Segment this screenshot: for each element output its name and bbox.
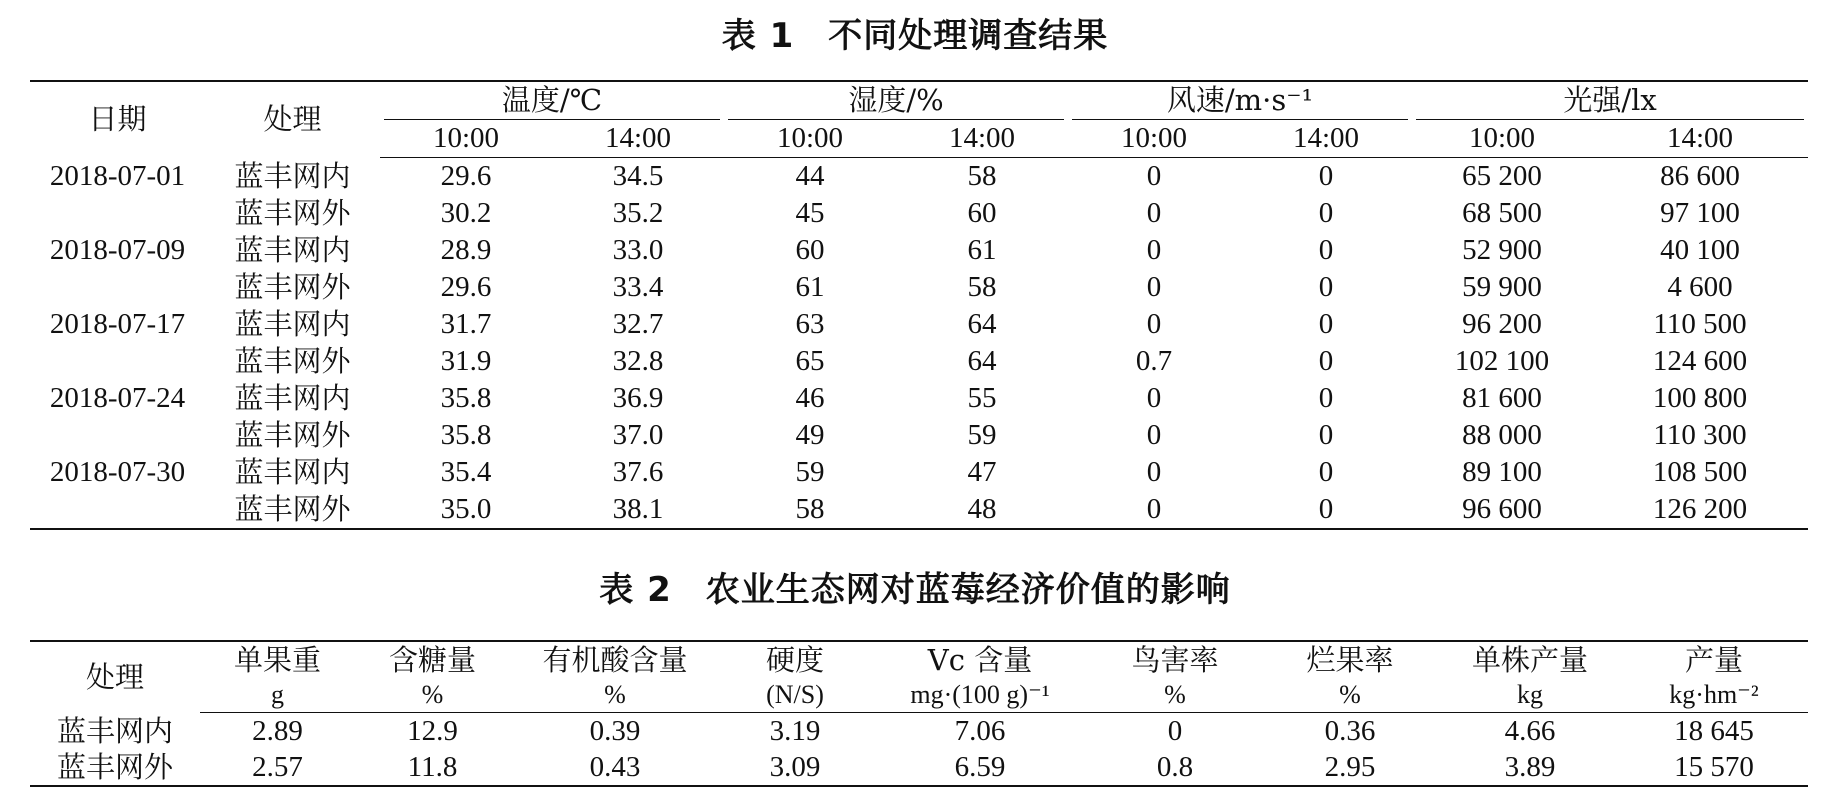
value-cell: 102 100 — [1454, 345, 1550, 377]
table1-header — [30, 81, 1808, 158]
value-cell: 96 200 — [1462, 308, 1542, 340]
value-cell: 0.39 — [589, 715, 641, 747]
treatment-cell: 蓝丰网外 — [234, 492, 351, 526]
table1-group-windspeed: 风速/m·s⁻¹ — [1068, 81, 1412, 120]
value-cell: 35.8 — [440, 419, 492, 451]
table-row — [30, 306, 1808, 343]
value-cell: 0.36 — [1324, 715, 1376, 747]
value-cell: 35.4 — [440, 456, 492, 488]
table1-group-humidity: 湿度/% — [724, 81, 1068, 120]
value-cell: 89 100 — [1462, 456, 1542, 488]
value-cell: 46 — [795, 382, 825, 414]
table2-header-unit: g — [200, 678, 355, 713]
table2-header-unit: mg·(100 g)⁻¹ — [870, 678, 1090, 713]
table2-header-unit: (N/S) — [720, 678, 870, 713]
value-cell: 55 — [967, 382, 997, 414]
table1-time-header: 10:00 — [1068, 120, 1240, 158]
treatment-cell: 蓝丰网内 — [234, 233, 351, 267]
table1-time-header: 10:00 — [380, 120, 552, 158]
value-cell: 64 — [967, 345, 997, 377]
value-cell: 0 — [1146, 160, 1162, 192]
treatment-cell: 蓝丰网内 — [56, 713, 173, 748]
value-cell: 0 — [1318, 308, 1334, 340]
value-cell: 38.1 — [612, 493, 664, 525]
treatment-cell: 蓝丰网内 — [234, 455, 351, 489]
value-cell: 3.89 — [1504, 751, 1556, 783]
table2-caption — [0, 562, 1830, 611]
table1-time-header: 14:00 — [552, 120, 724, 158]
value-cell: 7.06 — [954, 715, 1006, 747]
table-row — [30, 195, 1808, 232]
table-row — [30, 232, 1808, 269]
value-cell: 0.43 — [589, 751, 641, 783]
value-cell: 37.0 — [612, 419, 664, 451]
value-cell: 18 645 — [1674, 715, 1754, 747]
table1-header-date: 日期 — [88, 102, 147, 137]
table1-time-header: 10:00 — [724, 120, 896, 158]
value-cell: 60 — [967, 197, 997, 229]
value-cell: 12.9 — [407, 715, 458, 747]
table2-header-name: Vc 含量 — [927, 643, 1033, 677]
value-cell: 0 — [1146, 271, 1162, 303]
table2-header-name: 鸟害率 — [1131, 643, 1219, 677]
value-cell: 0 — [1318, 382, 1334, 414]
table2-header-unit: % — [355, 678, 510, 713]
value-cell: 65 — [795, 345, 825, 377]
table-row — [30, 380, 1808, 417]
table-row — [30, 269, 1808, 306]
table-row — [30, 491, 1808, 529]
value-cell: 108 500 — [1652, 456, 1748, 488]
date-cell: 2018-07-30 — [49, 456, 186, 488]
value-cell: 47 — [967, 456, 997, 488]
value-cell: 59 900 — [1462, 271, 1542, 303]
value-cell: 0 — [1318, 197, 1334, 229]
table1-caption-text: 不同处理调查结果 — [828, 16, 1109, 56]
value-cell: 63 — [795, 308, 825, 340]
table1-group-temperature: 温度/℃ — [380, 81, 724, 120]
table2-header-unit: % — [1090, 678, 1260, 713]
value-cell: 0 — [1318, 493, 1334, 525]
treatment-cell: 蓝丰网外 — [234, 270, 351, 304]
value-cell: 0 — [1318, 271, 1334, 303]
table1-time-header: 14:00 — [1592, 120, 1808, 158]
value-cell: 36.9 — [612, 382, 664, 414]
treatment-cell: 蓝丰网外 — [234, 344, 351, 378]
value-cell: 88 000 — [1462, 419, 1542, 451]
value-cell: 0 — [1146, 456, 1162, 488]
table2-header-unit: kg·hm⁻² — [1620, 678, 1808, 713]
table-row — [30, 749, 1808, 786]
value-cell: 32.8 — [612, 345, 664, 377]
treatment-cell: 蓝丰网内 — [234, 158, 351, 193]
table2-header-unit: kg — [1440, 678, 1620, 713]
value-cell: 0 — [1318, 160, 1334, 192]
value-cell: 110 300 — [1653, 419, 1747, 451]
value-cell: 40 100 — [1660, 234, 1740, 266]
value-cell: 0 — [1318, 419, 1334, 451]
value-cell: 37.6 — [612, 456, 664, 488]
value-cell: 48 — [967, 493, 997, 525]
value-cell: 126 200 — [1652, 493, 1748, 525]
value-cell: 0 — [1318, 345, 1334, 377]
table2-header-unit: % — [510, 678, 720, 713]
value-cell: 45 — [795, 197, 825, 229]
value-cell: 65 200 — [1462, 160, 1542, 192]
value-cell: 32.7 — [612, 308, 664, 340]
value-cell: 4 600 — [1667, 271, 1733, 303]
value-cell: 0 — [1318, 456, 1334, 488]
table-row — [30, 417, 1808, 454]
value-cell: 0 — [1146, 419, 1162, 451]
table2-body — [30, 713, 1808, 787]
value-cell: 2.57 — [252, 751, 303, 783]
treatment-cell: 蓝丰网内 — [234, 307, 351, 341]
value-cell: 35.0 — [440, 493, 492, 525]
value-cell: 97 100 — [1660, 197, 1740, 229]
value-cell: 31.7 — [440, 308, 492, 340]
value-cell: 110 500 — [1653, 308, 1747, 340]
value-cell: 33.4 — [612, 271, 664, 303]
value-cell: 64 — [967, 308, 997, 340]
value-cell: 15 570 — [1674, 751, 1754, 783]
value-cell: 11.8 — [407, 751, 458, 783]
value-cell: 58 — [795, 493, 825, 525]
value-cell: 86 600 — [1660, 160, 1740, 192]
value-cell: 33.0 — [612, 234, 664, 266]
table1-caption — [0, 8, 1830, 57]
table2-header-name: 单株产量 — [1471, 643, 1588, 677]
table2-header-name: 有机酸含量 — [542, 643, 688, 677]
value-cell: 4.66 — [1504, 715, 1556, 747]
table-row — [30, 158, 1808, 196]
treatment-cell: 蓝丰网外 — [56, 750, 173, 784]
table1-body — [30, 158, 1808, 530]
table2 — [30, 640, 1808, 787]
value-cell: 2.89 — [252, 715, 303, 747]
value-cell: 59 — [795, 456, 825, 488]
value-cell: 3.09 — [769, 751, 821, 783]
table2-header-name: 烂果率 — [1306, 643, 1394, 677]
value-cell: 60 — [795, 234, 825, 266]
value-cell: 61 — [967, 234, 997, 266]
table-row — [30, 713, 1808, 750]
value-cell: 2.95 — [1324, 751, 1376, 783]
date-cell: 2018-07-09 — [49, 234, 186, 266]
value-cell: 29.6 — [440, 271, 492, 303]
table2-header-name: 含糖量 — [388, 643, 476, 677]
value-cell: 6.59 — [954, 751, 1006, 783]
value-cell: 0 — [1318, 234, 1334, 266]
value-cell: 28.9 — [440, 234, 492, 266]
value-cell: 35.8 — [440, 382, 492, 414]
value-cell: 49 — [795, 419, 825, 451]
date-cell: 2018-07-01 — [49, 159, 186, 192]
value-cell: 81 600 — [1462, 382, 1542, 414]
table2-header-treatment: 处理 — [85, 660, 144, 695]
table2-header-name: 硬度 — [765, 643, 824, 677]
treatment-cell: 蓝丰网外 — [234, 196, 351, 230]
date-cell — [30, 417, 205, 454]
date-cell: 2018-07-17 — [49, 308, 186, 340]
table1-time-header: 14:00 — [896, 120, 1068, 158]
treatment-cell: 蓝丰网内 — [234, 381, 351, 415]
date-cell: 2018-07-24 — [49, 382, 186, 414]
value-cell: 35.2 — [612, 197, 664, 229]
value-cell: 44 — [795, 160, 825, 192]
value-cell: 100 800 — [1652, 382, 1748, 414]
table1 — [30, 80, 1808, 530]
value-cell: 0 — [1146, 308, 1162, 340]
table2-header-unit: % — [1260, 678, 1440, 713]
date-cell — [30, 269, 205, 306]
date-cell — [30, 195, 205, 232]
value-cell: 52 900 — [1462, 234, 1542, 266]
table-row — [30, 343, 1808, 380]
value-cell: 0 — [1167, 715, 1183, 747]
value-cell: 58 — [967, 160, 997, 192]
value-cell: 124 600 — [1652, 345, 1748, 377]
value-cell: 0 — [1146, 197, 1162, 229]
table2-caption-text: 农业生态网对蓝莓经济价值的影响 — [705, 570, 1231, 610]
table2-header-name: 产量 — [1684, 643, 1743, 677]
value-cell: 68 500 — [1462, 197, 1542, 229]
value-cell: 30.2 — [440, 197, 492, 229]
table1-group-light: 光强/lx — [1412, 81, 1808, 120]
table2-header — [30, 641, 1808, 713]
table2-header-name: 单果重 — [233, 643, 321, 677]
table1-header-treatment: 处理 — [263, 102, 322, 137]
table1-time-header: 14:00 — [1240, 120, 1412, 158]
value-cell: 29.6 — [440, 160, 492, 192]
treatment-cell: 蓝丰网外 — [234, 418, 351, 452]
table-row — [30, 454, 1808, 491]
date-cell — [30, 491, 205, 529]
value-cell: 61 — [795, 271, 825, 303]
table2-caption-number: 表 2 — [599, 570, 672, 610]
value-cell: 96 600 — [1462, 493, 1542, 525]
value-cell: 0.8 — [1156, 751, 1194, 783]
value-cell: 34.5 — [612, 160, 664, 192]
value-cell: 0.7 — [1135, 345, 1173, 377]
table1-time-header: 10:00 — [1412, 120, 1592, 158]
table1-caption-number: 表 1 — [721, 16, 795, 56]
value-cell: 59 — [967, 419, 997, 451]
value-cell: 0 — [1146, 493, 1162, 525]
value-cell: 58 — [967, 271, 997, 303]
date-cell — [30, 343, 205, 380]
value-cell: 0 — [1146, 382, 1162, 414]
value-cell: 0 — [1146, 234, 1162, 266]
value-cell: 31.9 — [440, 345, 492, 377]
value-cell: 3.19 — [769, 715, 821, 747]
